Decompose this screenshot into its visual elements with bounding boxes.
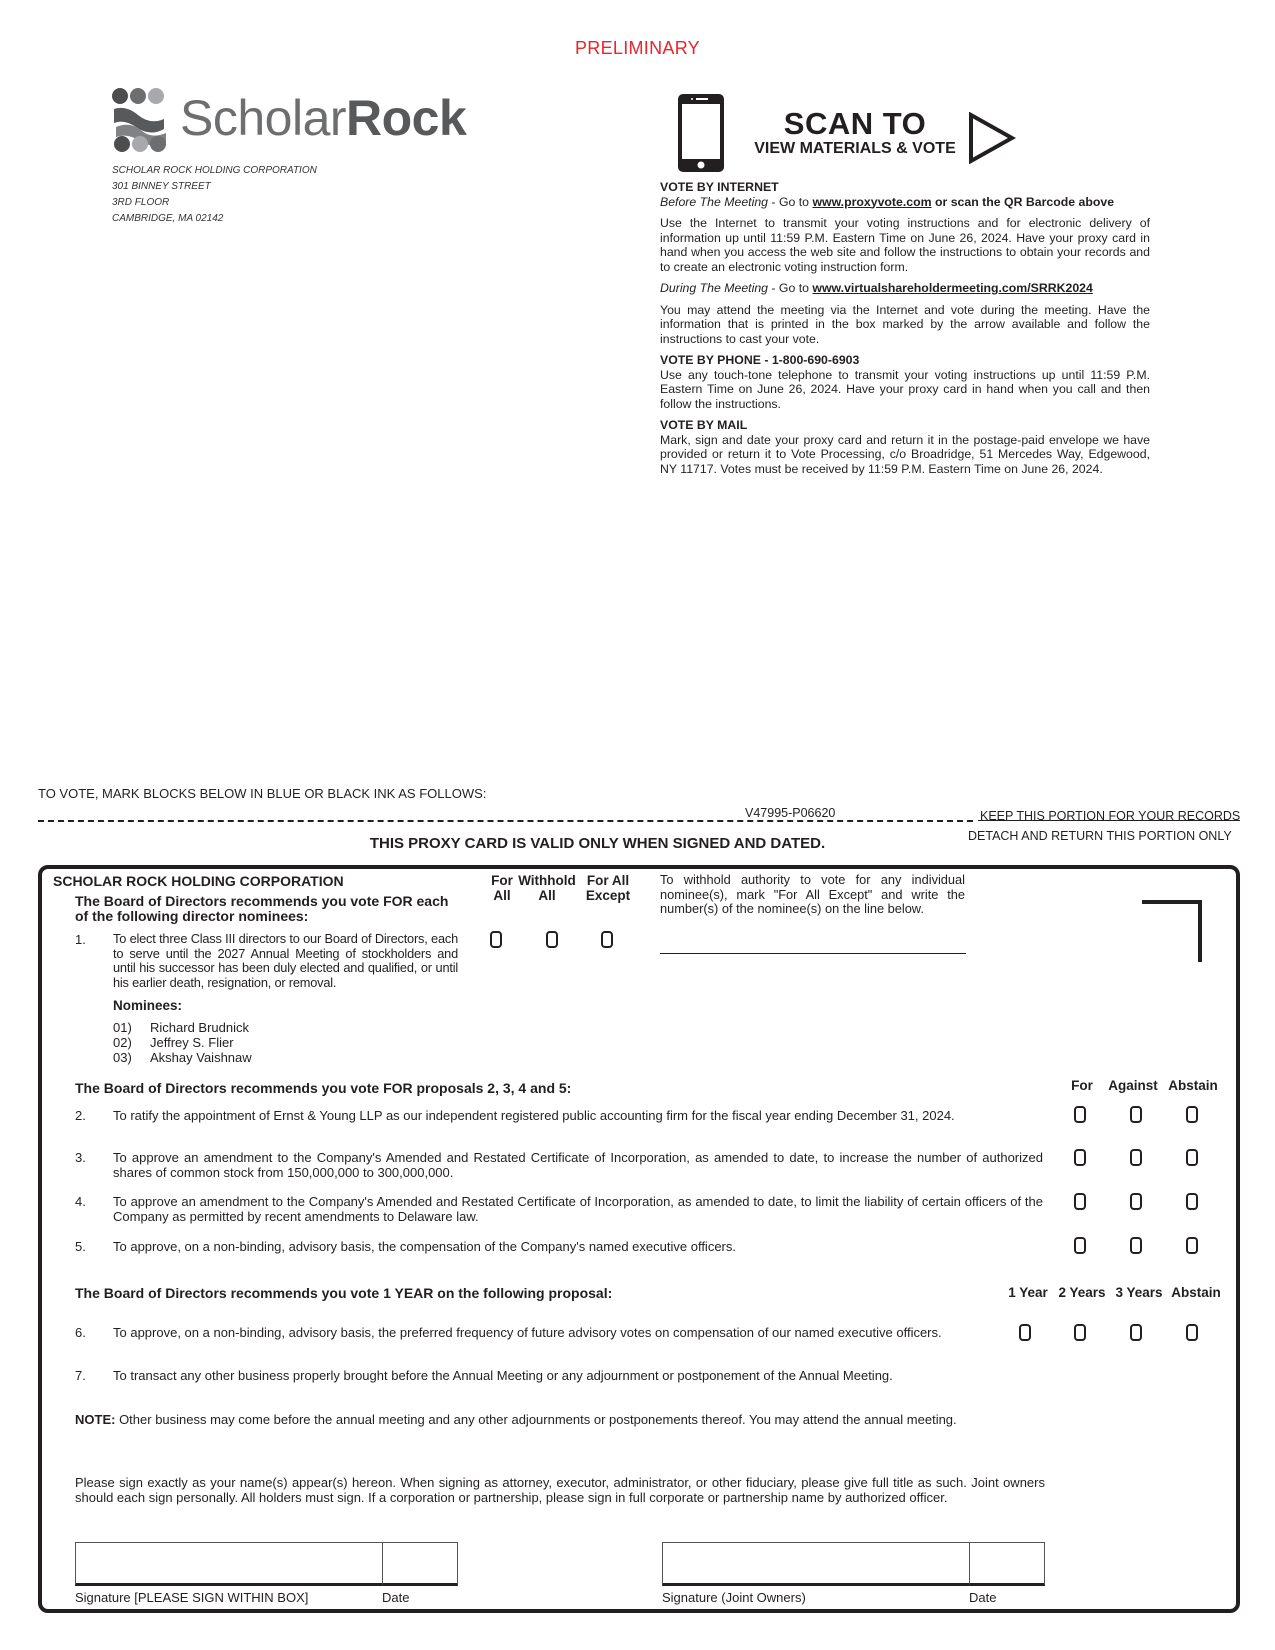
nominee-number: 03) [113,1050,132,1065]
checkbox-p4-abstain[interactable] [1186,1193,1198,1210]
goto-text: - Go to [768,194,813,209]
proposal-6-text: To approve, on a non-binding, advisory basis, the preferred frequency of future advisory votes on compensation of our named executive officers. [113,1325,942,1340]
signature-date-label: Date [382,1590,410,1605]
during-meeting-text: You may attend the meeting via the Internet and vote during the meeting. Have the information that is printed in the box marked by the arrow available and follow the instructions to cast your vote. [660,302,1150,346]
joint-signature-date-box[interactable] [969,1542,1045,1586]
address-line: CAMBRIDGE, MA 02142 [112,213,224,224]
company-address [112,163,317,227]
col-1-year: 1 Year [1008,1285,1048,1300]
except-nominee-write-line[interactable] [660,953,966,954]
scan-callout [745,108,965,158]
valid-notice [0,835,1275,852]
proposals-for-recommendation: The Board of Directors recommends you vote FOR proposals 2, 3, 4 and 5: [75,1080,572,1096]
proposal-1-text: To elect three Class III directors to our Board of Directors, each to serve until the 2027 Annual Meeting of stockholders and until his successor has been duly elected and qualified, or until his earlier death, resignation, or removal. [113,931,458,990]
voting-instructions [660,180,1150,476]
col-2-years: 2 Years [1058,1285,1106,1300]
checkbox-p6-abstain[interactable] [1186,1324,1198,1341]
play-arrow-icon [968,112,1016,164]
col-for-all-except [580,873,636,903]
checkbox-p3-against[interactable] [1130,1149,1142,1166]
proposal-3-number: 3. [75,1150,86,1165]
proposal-4-text: To approve an amendment to the Company's Amended and Restated Certificate of Incorporation, as amended to date, to limit the liability of certain officers of the Company as permitted by recent amendments to Delaware law. [113,1194,1043,1224]
nominee-item [0,1020,400,1035]
col-abstain: Abstain [1168,1078,1218,1093]
before-meeting-line [660,195,1150,210]
address-line: 3RD FLOOR [112,197,170,208]
col-line: All [493,888,511,903]
scan-title: SCAN TO [783,106,927,141]
vote-internet-heading: VOTE BY INTERNET [660,180,779,194]
proposal-7-text: To transact any other business properly brought before the Annual Meeting or any adjournment or postponement of the Annual Meeting. [113,1368,893,1383]
proposal-3-text: To approve an amendment to the Company's Amended and Restated Certificate of Incorporation, as amended to date, to increase the number of authorized shares of common stock from 150,000,000 to 300,000,000. [113,1150,1043,1180]
scan-subtitle: VIEW MATERIALS & VOTE [754,140,956,157]
proxyvote-link[interactable]: www.proxyvote.com [812,194,932,209]
logo-wordmark [180,89,466,147]
before-meeting-text: Use the Internet to transmit your voting instructions and for electronic delivery of information up until 11:59 P.M. Eastern Time on June 26, 2024. Have your proxy card in hand when you access the web site and follow the instructions to obtain your records and to create an electronic voting instruction form. [660,216,1150,274]
company-logo [110,85,480,155]
joint-signature-date-label: Date [969,1590,997,1605]
col-withhold-all [515,873,579,903]
checkbox-p5-abstain[interactable] [1186,1237,1198,1254]
nominee-number: 02) [113,1035,132,1050]
proposal-4-number: 4. [75,1194,86,1209]
mark-instructions: TO VOTE, MARK BLOCKS BELOW IN BLUE OR BLACK INK AS FOLLOWS: [38,786,487,801]
nominee-item [0,1035,400,1050]
checkbox-p6-2-years[interactable] [1074,1324,1086,1341]
card-company-name: SCHOLAR ROCK HOLDING CORPORATION [53,873,344,889]
proposal-7-number: 7. [75,1368,86,1383]
control-number: V47995-P06620 [745,806,836,820]
vote-phone-text: Use any touch-tone telephone to transmit your voting instructions up until 11:59 P.M. Eastern Time on June 26, 2024. Have your proxy card in hand when you call and then follow the instructions. [660,367,1150,411]
note [75,1412,957,1427]
col-against: Against [1108,1078,1158,1093]
checkbox-p2-for[interactable] [1074,1106,1086,1123]
nominee-number: 01) [113,1020,132,1035]
col-3-years: 3 Years [1115,1285,1163,1300]
logo-text-light: Scholar [180,90,347,146]
before-meeting-label: Before The Meeting [660,194,769,209]
goto-text: - Go to [768,281,813,295]
withhold-instructions: To withhold authority to vote for any individual nominee(s), mark "For All Except" and write the number(s) of the nominee(s) on the line below. [660,872,965,916]
checkbox-p3-abstain[interactable] [1186,1149,1198,1166]
nominees-heading: Nominees: [113,998,183,1013]
vote-phone-heading: VOTE BY PHONE - 1-800-690-6903 [660,353,860,367]
joint-signature-box[interactable] [662,1542,970,1586]
vote-mail-heading: VOTE BY MAIL [660,418,748,432]
detach-return-label: DETACH AND RETURN THIS PORTION ONLY [968,829,1232,843]
detach-dashed-line [38,820,973,822]
proposal-1-number: 1. [75,932,86,947]
col-line: For All [586,873,630,888]
checkbox-p4-for[interactable] [1074,1193,1086,1210]
checkbox-p4-against[interactable] [1130,1193,1142,1210]
address-line: SCHOLAR ROCK HOLDING CORPORATION [112,165,317,176]
detach-line-right [978,820,1240,821]
virtual-meeting-link[interactable]: www.virtualshareholdermeeting.com/SRRK2024 [812,281,1093,295]
address-line: 301 BINNEY STREET [112,181,211,192]
preliminary-watermark: PRELIMINARY [574,38,700,58]
joint-signature-label: Signature (Joint Owners) [662,1590,806,1605]
col-abstain-frequency: Abstain [1171,1285,1221,1300]
scholar-rock-logo-mark-icon [110,87,172,153]
frequency-recommendation: The Board of Directors recommends you vote 1 YEAR on the following proposal: [75,1285,613,1301]
signature-date-box[interactable] [382,1542,458,1586]
checkbox-p6-3-years[interactable] [1130,1324,1142,1341]
note-label: NOTE: [75,1412,116,1427]
checkbox-for-all[interactable] [490,931,502,948]
checkbox-withhold-all[interactable] [546,931,558,948]
during-meeting-line [660,281,1150,296]
nominee-item [0,1050,400,1065]
col-line: Except [585,888,631,903]
checkbox-for-all-except[interactable] [601,931,613,948]
proposal-6-number: 6. [75,1325,86,1340]
during-meeting-label: During The Meeting [660,281,768,295]
proposal-5-number: 5. [75,1239,86,1254]
nominee-name: Akshay Vaishnaw [150,1050,252,1065]
logo-text-bold: Rock [346,90,467,146]
vote-mail-text: Mark, sign and date your proxy card and return it in the postage-paid envelope we have provided or return it to Vote Processing, c/o Broadridge, 51 Mercedes Way, Edgewood, NY 11717. Votes must be received by 11:59 P.M. Eastern Time on June 26, 2024. [660,432,1150,476]
nominee-name: Jeffrey S. Flier [150,1035,234,1050]
checkbox-p3-for[interactable] [1074,1149,1086,1166]
col-for: For [1071,1078,1093,1093]
checkbox-p2-against[interactable] [1130,1106,1142,1123]
signature-label: Signature [PLEASE SIGN WITHIN BOX] [75,1590,309,1605]
proposal-2-text: To ratify the appointment of Ernst & Young LLP as our independent registered public accounting firm for the fiscal year ending December 31, 2024. [113,1108,955,1123]
note-text: Other business may come before the annual meeting and any other adjournments or postponements thereof. You may attend the annual meeting. [115,1412,957,1427]
checkbox-p5-for[interactable] [1074,1237,1086,1254]
checkbox-p2-abstain[interactable] [1186,1106,1198,1123]
registration-corner-mark [1142,900,1202,962]
keep-portion-label: KEEP THIS PORTION FOR YOUR RECORDS [980,809,1241,823]
proposal-2-number: 2. [75,1108,86,1123]
checkbox-p5-against[interactable] [1130,1237,1142,1254]
col-line: Withhold [518,873,576,888]
signature-box[interactable] [75,1542,383,1586]
director-recommendation: The Board of Directors recommends you vote FOR each of the following director nominees: [75,893,449,924]
col-line: For [491,873,513,888]
valid-notice-text: THIS PROXY CARD IS VALID ONLY WHEN SIGNED AND DATED. [369,835,826,852]
col-line: All [538,888,556,903]
smartphone-icon [676,93,726,173]
proposal-5-text: To approve, on a non-binding, advisory basis, the compensation of the Company's named executive officers. [113,1239,736,1254]
checkbox-p6-1-year[interactable] [1019,1324,1031,1341]
qr-suffix: or scan the QR Barcode above [931,194,1115,209]
sign-instructions: Please sign exactly as your name(s) appear(s) hereon. When signing as attorney, executor, administrator, or other fiduciary, please give full title as such. Joint owners should each sign personally. All holders must sign. If a corporation or partnership, please sign in full corporate or partnership name by authorized officer. [75,1475,1045,1505]
nominee-name: Richard Brudnick [150,1020,249,1035]
col-for-all [487,873,517,903]
